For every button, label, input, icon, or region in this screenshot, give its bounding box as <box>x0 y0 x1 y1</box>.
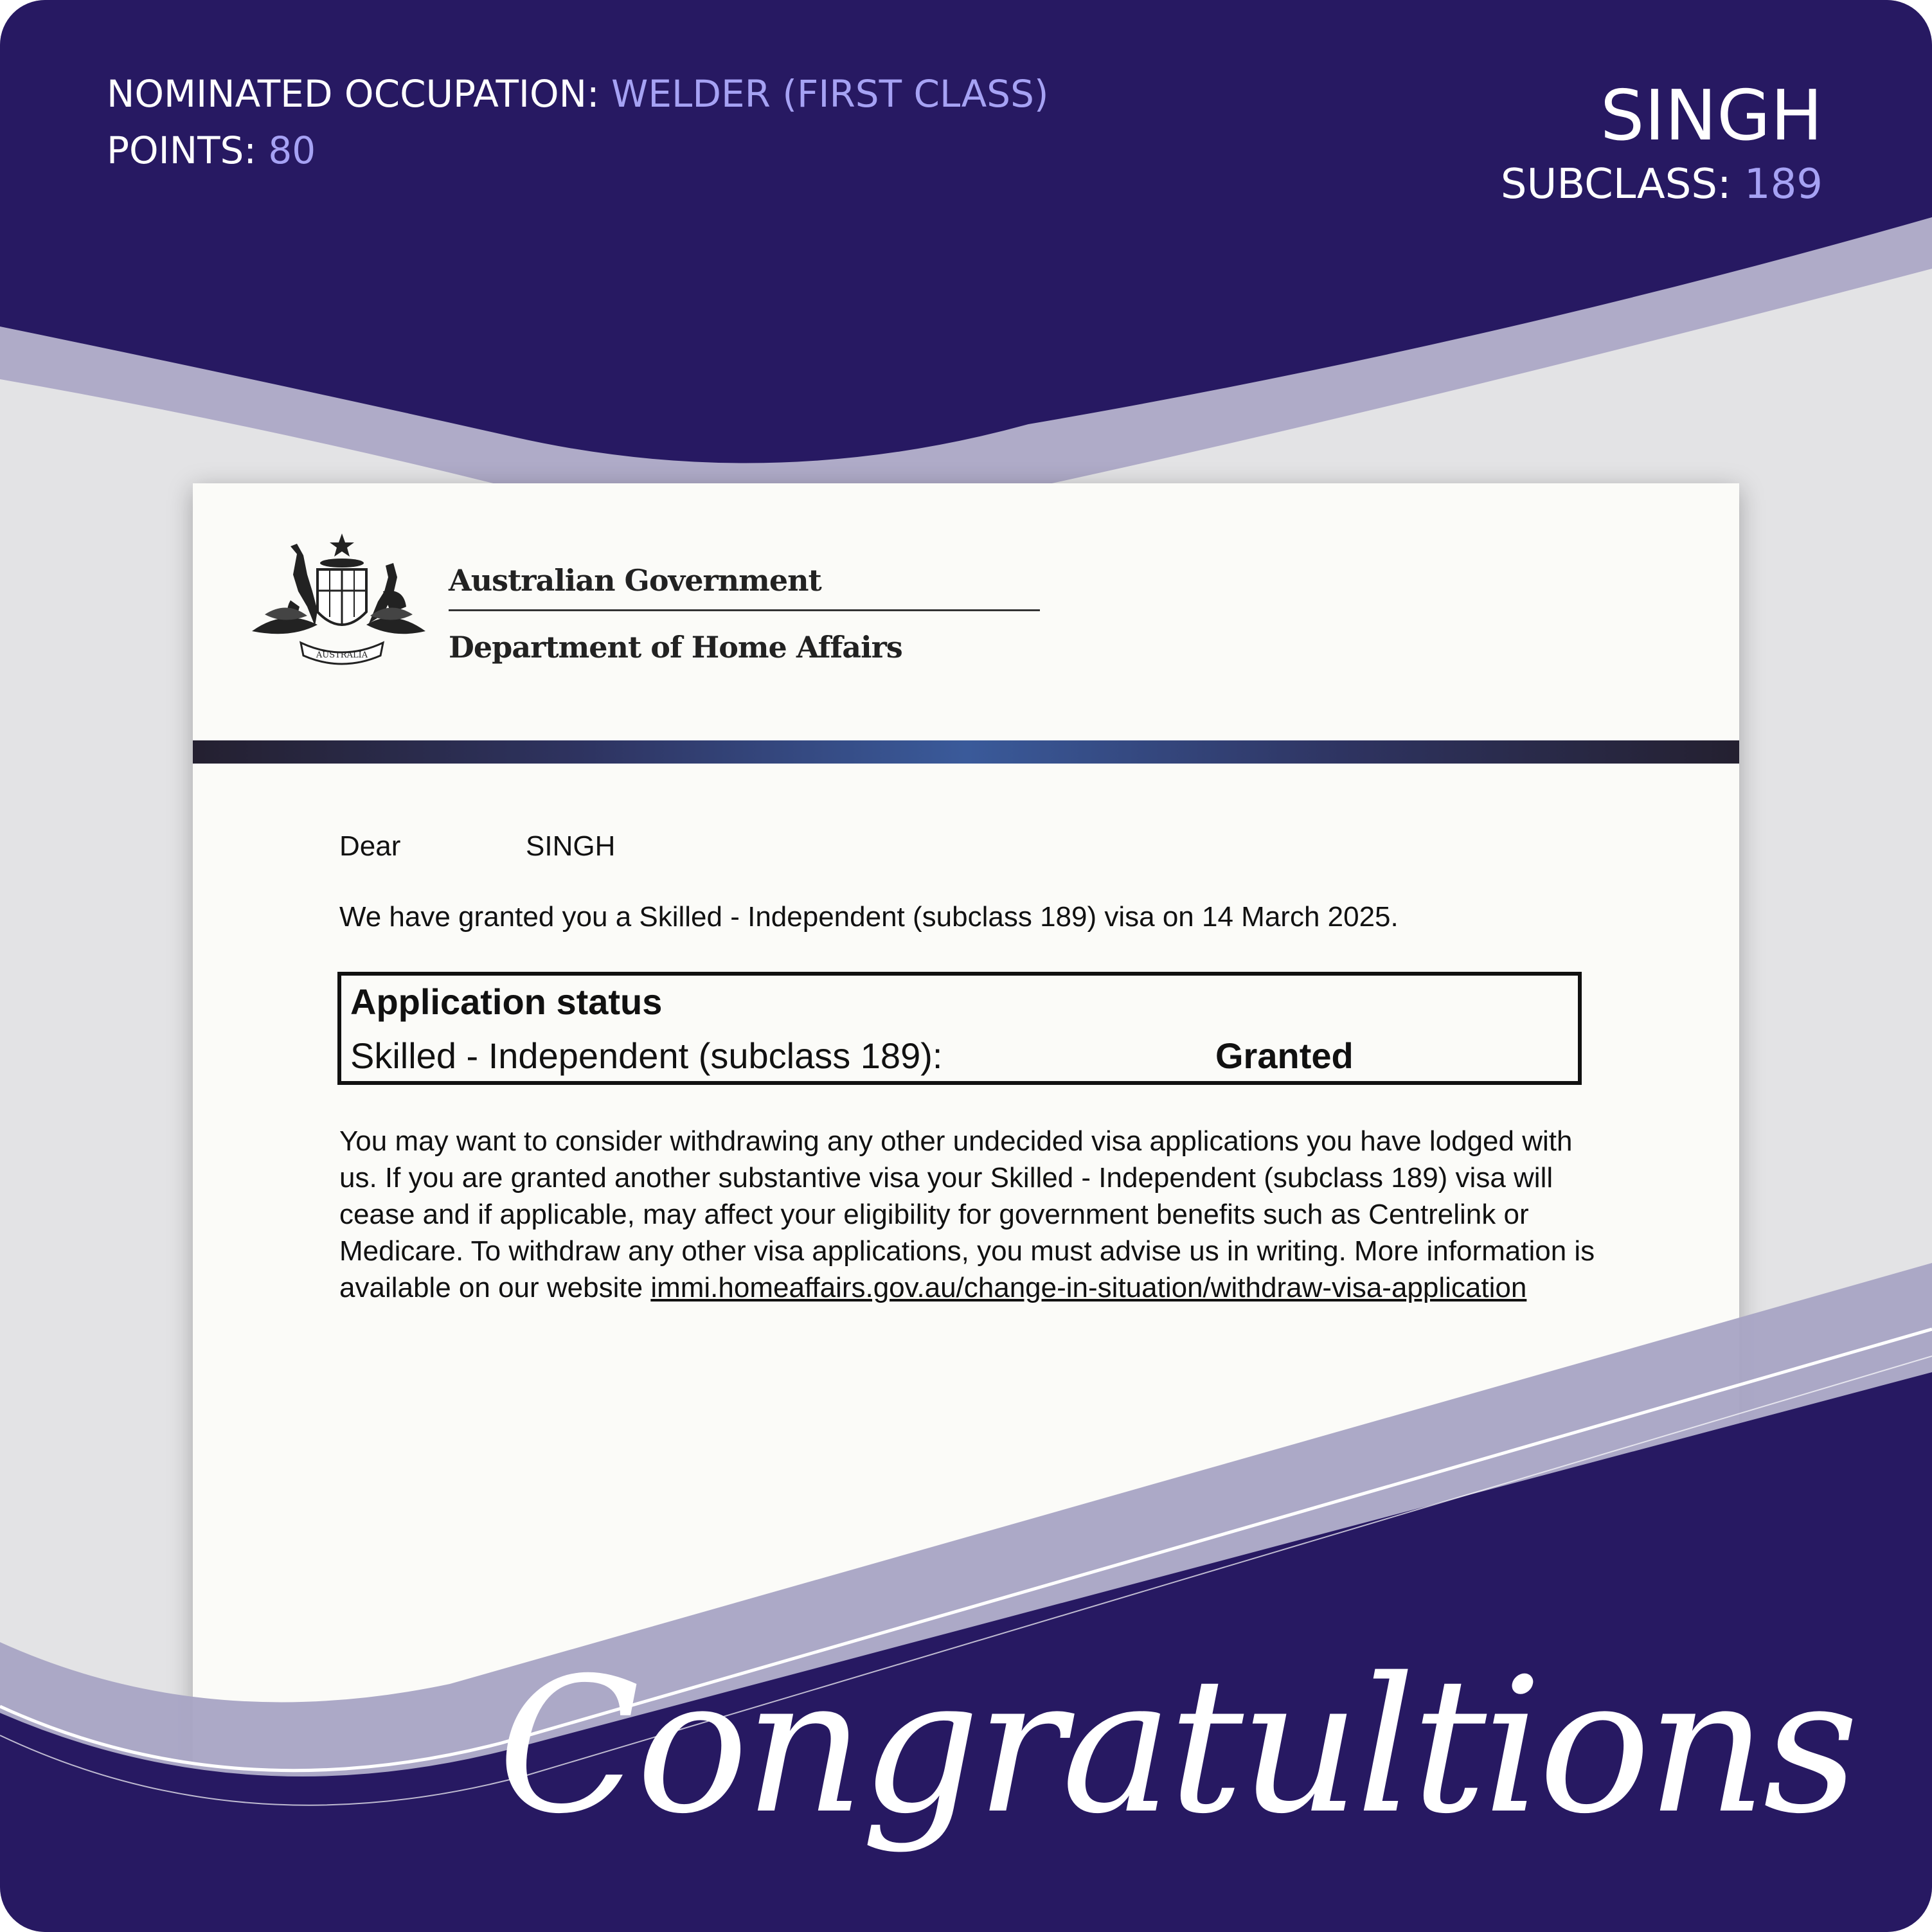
department-name: Department of Home Affairs <box>449 630 902 665</box>
notice-text: You may want to consider withdrawing any other undecided visa applications you have lodged with us. If you are granted another substantive visa your Skilled - Independent (subclass 189) visa will cease and if applicable, may affect your eligibility for government benefits such as Centrelink or Medicare. To withdraw any other visa applications, you must advise us in writing. More information is available on our website <box>339 1125 1595 1303</box>
status-heading: Application status <box>350 981 663 1022</box>
crest-text: AUSTRALIA <box>316 650 368 660</box>
grant-sentence: We have granted you a Skilled - Independent (subclass 189) visa on 14 March 2025. <box>339 901 1399 933</box>
points-value: 80 <box>268 129 316 172</box>
status-label: Skilled - Independent (subclass 189): <box>350 1035 943 1076</box>
withdraw-application-link[interactable]: immi.homeaffairs.gov.au/change-in-situation/withdraw-visa-application <box>650 1272 1527 1303</box>
occupation-value: WELDER (FIRST CLASS) <box>611 72 1049 116</box>
points-label: POINTS: <box>107 129 256 172</box>
surname-heading: SINGH <box>1600 76 1823 156</box>
occupation-label: NOMINATED OCCUPATION: <box>107 72 600 116</box>
subclass-label: SUBCLASS: <box>1500 161 1731 208</box>
subclass-value: 189 <box>1744 161 1823 208</box>
recipient-name: SINGH <box>526 830 616 862</box>
status-value: Granted <box>1215 1035 1354 1076</box>
congratulations-script: Congratultions <box>497 1638 1855 1855</box>
salutation: Dear <box>339 830 401 862</box>
agency-name: Australian Government <box>449 563 821 598</box>
